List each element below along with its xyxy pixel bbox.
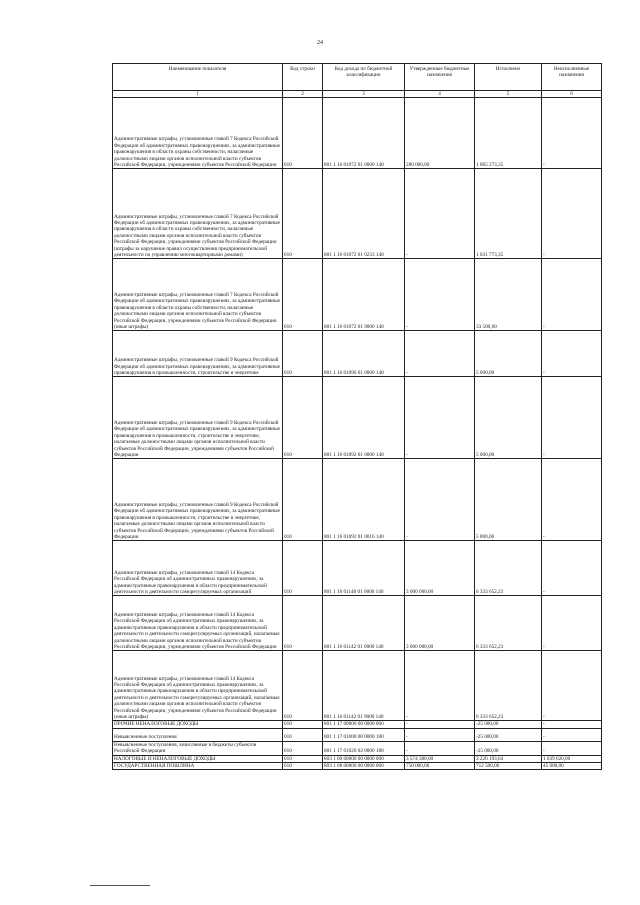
table-row <box>113 741 602 755</box>
row-executed: -25 000,00 <box>475 728 542 741</box>
row-approved: - <box>405 741 475 755</box>
row-classification: 803 1 08 00000 00 0000 000 <box>323 763 405 770</box>
footnote-divider <box>90 885 150 886</box>
row-name: Административные штрафы, установленные главой 9 Кодекса Российской Федерации об административных правонарушениях, за административные правонарушения в промышленности, строительстве и энергетике, налагаемые должностными лицами органов исполнительной власти субъектов Российской Федерации, учреждениями субъектов Российской Федерации <box>113 377 283 459</box>
header-executed: Исполнено <box>475 64 542 91</box>
row-classification: 801 1 16 01090 01 0000 140 <box>323 331 405 377</box>
row-code: 010 <box>283 721 323 728</box>
row-approved: - <box>405 377 475 459</box>
row-executed: 1 031 773,35 <box>475 169 542 259</box>
row-code: 010 <box>283 98 323 169</box>
row-code: 010 <box>283 763 323 770</box>
table-row <box>113 377 602 459</box>
row-executed: 5 000,00 <box>475 331 542 377</box>
row-code: 010 <box>283 331 323 377</box>
row-name: НАЛОГОВЫЕ И НЕНАЛОГОВЫЕ ДОХОДЫ <box>113 755 283 762</box>
table-row <box>113 331 602 377</box>
row-approved: - <box>405 721 475 728</box>
table-row <box>113 98 602 169</box>
row-unexecuted: - <box>542 377 602 459</box>
row-classification: 801 1 16 01092 01 0016 140 <box>323 459 405 541</box>
column-number: 2 <box>283 91 323 98</box>
row-executed: 6 333 652,23 <box>475 596 542 651</box>
table-row <box>113 721 602 728</box>
row-classification: 801 1 16 01092 01 0000 140 <box>323 377 405 459</box>
row-name: Административные штрафы, установленные главой 7 Кодекса Российской Федерации об административных правонарушениях, за административные правонарушения в области охраны собственности, налагаемые должностными лицами органов исполнительной власти субъектов Российской Федерации, учреждениями субъектов Российской Федерации <box>113 98 283 169</box>
row-unexecuted: 1 639 620,00 <box>542 755 602 762</box>
page-number: 24 <box>317 40 323 46</box>
header-code: Код строки <box>283 64 323 91</box>
row-approved: - <box>405 169 475 259</box>
row-unexecuted: - <box>542 721 602 728</box>
row-classification: 801 1 17 01020 02 0000 180 <box>323 741 405 755</box>
row-code: 010 <box>283 377 323 459</box>
row-approved: 3 000 000,00 <box>405 541 475 596</box>
column-number: 3 <box>323 91 405 98</box>
row-name: ГОСУДАРСТВЕННАЯ ПОШЛИНА <box>113 763 283 770</box>
row-executed: 6 333 652,23 <box>475 651 542 721</box>
row-unexecuted: - <box>542 259 602 331</box>
row-classification: 801 1 16 01072 01 9000 140 <box>323 259 405 331</box>
row-classification: 801 1 17 01000 00 0000 180 <box>323 728 405 741</box>
row-executed: 1 065 273,35 <box>475 98 542 169</box>
row-approved: 280 000,00 <box>405 98 475 169</box>
row-classification: 801 1 17 00000 00 0000 000 <box>323 721 405 728</box>
table-row <box>113 169 602 259</box>
row-name: Невыясненные поступления, зачисляемые в бюджеты субъектов Российской Федерации <box>113 741 283 755</box>
header-classification: Код дохода по бюджетной классификации <box>323 64 405 91</box>
budget-execution-table <box>112 63 602 770</box>
row-code: 010 <box>283 169 323 259</box>
row-executed: 5 000,00 <box>475 377 542 459</box>
row-executed: 6 333 652,23 <box>475 541 542 596</box>
row-approved: 750 000,00 <box>405 763 475 770</box>
row-unexecuted: - <box>542 728 602 741</box>
row-approved: - <box>405 651 475 721</box>
column-number: 6 <box>542 91 602 98</box>
table-row <box>113 459 602 541</box>
row-code: 010 <box>283 596 323 651</box>
row-approved: - <box>405 259 475 331</box>
row-executed: -25 000,00 <box>475 741 542 755</box>
row-executed: -25 000,00 <box>475 721 542 728</box>
row-approved: 3 574 300,00 <box>405 755 475 762</box>
row-name: Административные штрафы, установленные главой 14 Кодекса Российской Федерации об административных правонарушениях, за административные правонарушения в области предпринимательской деятельности и деятельности саморегулируемых организаций, налагаемые должностными лицами органов исполнительной власти субъектов Российской Федерации, учреждениями субъектов Российской Федерации <box>113 596 283 651</box>
row-approved: - <box>405 331 475 377</box>
table-row <box>113 763 602 770</box>
row-unexecuted: - <box>542 651 602 721</box>
table-row <box>113 596 602 651</box>
column-number: 1 <box>113 91 283 98</box>
row-executed: 33 500,00 <box>475 259 542 331</box>
row-approved: - <box>405 459 475 541</box>
row-unexecuted: - <box>542 459 602 541</box>
table-header <box>113 64 602 98</box>
row-name: Административные штрафы, установленные главой 14 Кодекса Российской Федерации об административных правонарушениях, за административные правонарушения в области предпринимательской деятельности и деятельности саморегулируемых организаций <box>113 541 283 596</box>
row-unexecuted: - <box>542 331 602 377</box>
table-body <box>113 98 602 770</box>
row-unexecuted: - <box>542 98 602 169</box>
row-code: 010 <box>283 728 323 741</box>
row-name: Административные штрафы, установленные главой 9 Кодекса Российской Федерации об административных правонарушениях, за административные правонарушения в промышленности, строительстве и энергетике, налагаемые должностными лицами органов исполнительной власти субъектов Российской Федерации, учреждениями субъектов Российской Федерации <box>113 459 283 541</box>
table-row <box>113 541 602 596</box>
row-code: 010 <box>283 651 323 721</box>
table-row <box>113 755 602 762</box>
row-unexecuted: - <box>542 541 602 596</box>
row-unexecuted: - <box>542 596 602 651</box>
row-name: Невыясненные поступления <box>113 728 283 741</box>
row-name: Административные штрафы, установленные главой 9 Кодекса Российской Федерации об административных правонарушениях, за административные правонарушения в промышленности, строительстве и энергетике <box>113 331 283 377</box>
table-row <box>113 651 602 721</box>
row-approved: 3 000 000,00 <box>405 596 475 651</box>
header-name: Наименование показателя <box>113 64 283 91</box>
row-code: 010 <box>283 259 323 331</box>
row-executed: 5 000,00 <box>475 459 542 541</box>
header-approved: Утвержденные бюджетные назначения <box>405 64 475 91</box>
row-classification: 801 1 16 01072 01 0000 140 <box>323 98 405 169</box>
table-row <box>113 728 602 741</box>
row-executed: 712 500,00 <box>475 763 542 770</box>
column-number: 5 <box>475 91 542 98</box>
row-approved: - <box>405 728 475 741</box>
row-classification: 803 1 00 00000 00 0000 000 <box>323 755 405 762</box>
column-number: 4 <box>405 91 475 98</box>
row-code: 010 <box>283 755 323 762</box>
row-classification: 801 1 16 01072 01 0233 140 <box>323 169 405 259</box>
table-row <box>113 259 602 331</box>
row-classification: 801 1 16 01142 01 9000 140 <box>323 651 405 721</box>
header-unexecuted: Неисполненные назначения <box>542 64 602 91</box>
row-code: 010 <box>283 541 323 596</box>
row-classification: 801 1 16 01140 01 0000 140 <box>323 541 405 596</box>
row-name: Административные штрафы, установленные главой 7 Кодекса Российской Федерации об административных правонарушениях, за административные правонарушения в области охраны собственности, налагаемые должностными лицами органов исполнительной власти субъектов Российской Федерации, учреждениями субъектов Российской Федерации (иные штрафы) <box>113 259 283 331</box>
row-unexecuted: 45 000,00 <box>542 763 602 770</box>
row-executed: 3 226 193,64 <box>475 755 542 762</box>
row-classification: 801 1 16 01142 01 0000 140 <box>323 596 405 651</box>
row-code: 010 <box>283 459 323 541</box>
row-name: Административные штрафы, установленные главой 14 Кодекса Российской Федерации об административных правонарушениях, за административные правонарушения в области предпринимательской деятельности и деятельности саморегулируемых организаций, налагаемые должностными лицами органов исполнительной власти субъектов Российской Федерации, учреждениями субъектов Российской Федерации (иные штрафы) <box>113 651 283 721</box>
row-code: 010 <box>283 741 323 755</box>
row-name: Административные штрафы, установленные главой 7 Кодекса Российской Федерации об административных правонарушениях, за административные правонарушения в области охраны собственности, налагаемые должностными лицами органов исполнительной власти субъектов Российской Федерации, учреждениями субъектов Российской Федерации (штрафы за нарушение правил осуществления предпринимательской деятельности по управлению многоквартирными домами) <box>113 169 283 259</box>
row-name: ПРОЧИЕ НЕНАЛОГОВЫЕ ДОХОДЫ <box>113 721 283 728</box>
column-number-row <box>113 91 602 98</box>
row-unexecuted: - <box>542 169 602 259</box>
row-unexecuted: - <box>542 741 602 755</box>
